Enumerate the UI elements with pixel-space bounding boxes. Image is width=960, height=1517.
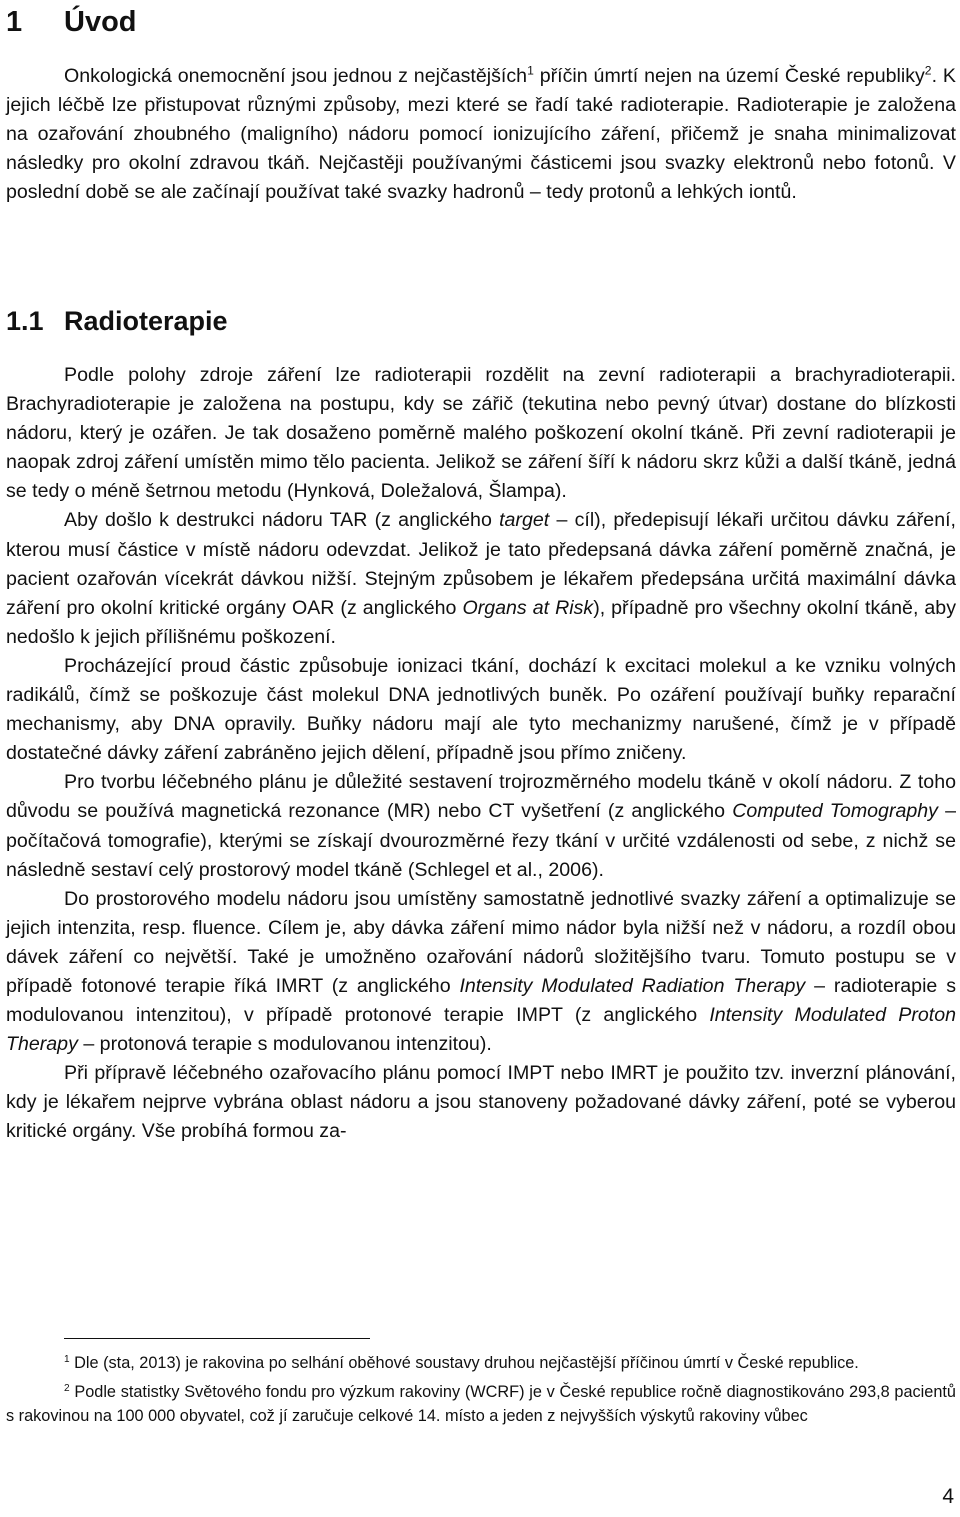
paragraph-5 [6,885,956,1060]
term-computed-tomography: Computed Tomography [732,800,938,823]
paragraph-1: Podle polohy zdroje záření lze radioterapii rozdělit na zevní radioterapii a brachyradioterapii. Brachyradioterapie je založena na postupu, kdy se zářič (tekutina nebo pevný útvar) dostane do blízkosti nádoru, který je ozářen. Je tak dosaženo poměrně malého poškození okolní tkáně. Při zevní radioterapii je naopak zdroj záření umístěn mimo tělo pacienta. Jelikož se záření šíří k nádoru skrz kůži a další tkáně, jedná se tedy o méně šetrnou metodu (Hynková, Doležalová, Šlampa). [6,364,956,503]
footnotes [6,1351,956,1433]
intro-text-2: příčin úmrtí nejen na území České republiky [533,65,925,87]
footnote-ref-2: 2 [924,63,932,78]
paragraph-5-text-c: – protonová terapie s modulovanou intenzitou). [77,1033,492,1056]
paragraph-2 [6,506,956,651]
paragraph-2-text-c: ), případně pro všechny okolní tkáně, aby nedošlo k jejich přílišnému poškození. [6,596,957,648]
section-number: 1.1 [6,306,44,336]
footnote-1-mark: 1 [64,1353,70,1365]
paragraph-4-text-b: – počítačová tomografie), kterými se získají dvourozměrné řezy tkání v určité vzdálenosti od sebe, z nichž se následně sestaví celý prostorový model tkáně (Schlegel et al., 2006). [6,800,957,881]
footnote-1 [6,1351,956,1376]
paragraph-5-text-a: Do prostorového modelu nádoru jsou umístěny samostatně jednotlivé svazky záření a optimalizuje se jejich intenzita, resp. fluence. Cílem je, aby dávka záření mimo nádor byla nižší než v nádoru, a rozdíl obou dávek záření co největší. Také je umožněno ozařování nádorů složitějšího tvaru. Tomuto postupu se v případě fotonové terapie říká IMRT (z anglického [6,887,956,997]
term-target: target [499,509,550,532]
section-body [6,361,956,1147]
paragraph-2-text-a: Aby došlo k destrukci nádoru TAR (z anglického [64,509,500,532]
term-organs-at-risk: Organs at Risk [462,596,594,619]
chapter-heading [6,4,137,40]
footnote-2 [6,1380,956,1429]
section-title: Radioterapie [64,306,228,336]
footnote-2-mark: 2 [64,1382,70,1394]
chapter-number: 1 [6,6,23,38]
intro-text-3: . K jejich léčbě lze přistupovat různými způsoby, mezi které se řadí také radioterapie. Radioterapie je založena na ozařování zhoubného (maligního) nádoru pomocí ionizujícího záření, přičemž je snaha minimalizovat následky pro okolní zdravou tkáň. Nejčastěji používanými částicemi jsou svazky elektronů nebo fotonů. V poslední době se ale začínají používat také svazky hadronů – tedy protonů a lehkých iontů. [6,65,956,204]
paragraph-2-text-b: – cíl), předepisují lékaři určitou dávku záření, kterou musí částice v místě nádoru odevzdat. Jelikož je tato předepsaná dávka záření poměrně značná, je pacient ozařován vícekrát dávkou nižší. Stejným způsobem je lékařem předepsána určitá maximální dávka záření pro okolní kritické orgány OAR (z anglického [6,509,956,619]
intro-block [6,62,956,207]
page-number: 4 [942,1485,954,1508]
paragraph-5-text-b: – radioterapie s modulovanou intenzitou), v případě protonové terapie IMPT (z anglického [6,974,957,1027]
footnote-1-text: Dle (sta, 2013) je rakovina po selhání oběhové soustavy druhou nejčastější příčinou úmrtí v České republice. [69,1354,859,1372]
footnote-2-text: Podle statistky Světového fondu pro výzkum rakoviny (WCRF) je v České republice ročně diagnostikováno 293,8 pacientů s rakovinou na 100 000 obyvatel, což jí zaručuje celkové 14. místo a jeden z nejvyšších výskytů rakoviny vůbec [6,1382,956,1426]
intro-paragraph [6,62,956,207]
paragraph-4-text-a: Pro tvorbu léčebného plánu je důležité sestavení trojrozměrného modelu tkáně v okolí nádoru. Z toho důvodu se používá magnetická rezonance (MR) nebo CT vyšetření (z anglického [6,771,956,823]
chapter-title: Úvod [64,6,137,38]
term-impt: Intensity Modulated Proton Therapy [6,1004,956,1056]
term-imrt: Intensity Modulated Radiation Therapy [459,974,806,997]
section-heading [6,303,228,339]
intro-text-1: Onkologická onemocnění jsou jednou z nejčastějších [64,65,528,87]
paragraph-6: Při přípravě léčebného ozařovacího plánu pomocí IMPT nebo IMRT je použito tzv. inverzní plánování, kdy je lékařem nejprve vybrána oblast nádoru a jsou stanoveny požadované dávky záření, poté se vyberou kritické orgány. Vše probíhá formou za- [6,1062,956,1143]
paragraph-3: Procházející proud částic způsobuje ionizaci tkání, dochází k excitaci molekul a ke vzniku volných radikálů, čímž se poškozuje část molekul DNA jednotlivých buněk. Po ozáření používají buňky reparační mechanismy, aby DNA opravily. Buňky nádoru mají ale tyto mechanizmy narušené, čímž je v případě dostatečné dávky záření zabráněno jejich dělení, případně jsou přímo zničeny. [6,654,956,765]
paragraph-4 [6,768,956,884]
footnote-ref-1: 1 [527,63,534,78]
footnote-separator [64,1338,370,1339]
